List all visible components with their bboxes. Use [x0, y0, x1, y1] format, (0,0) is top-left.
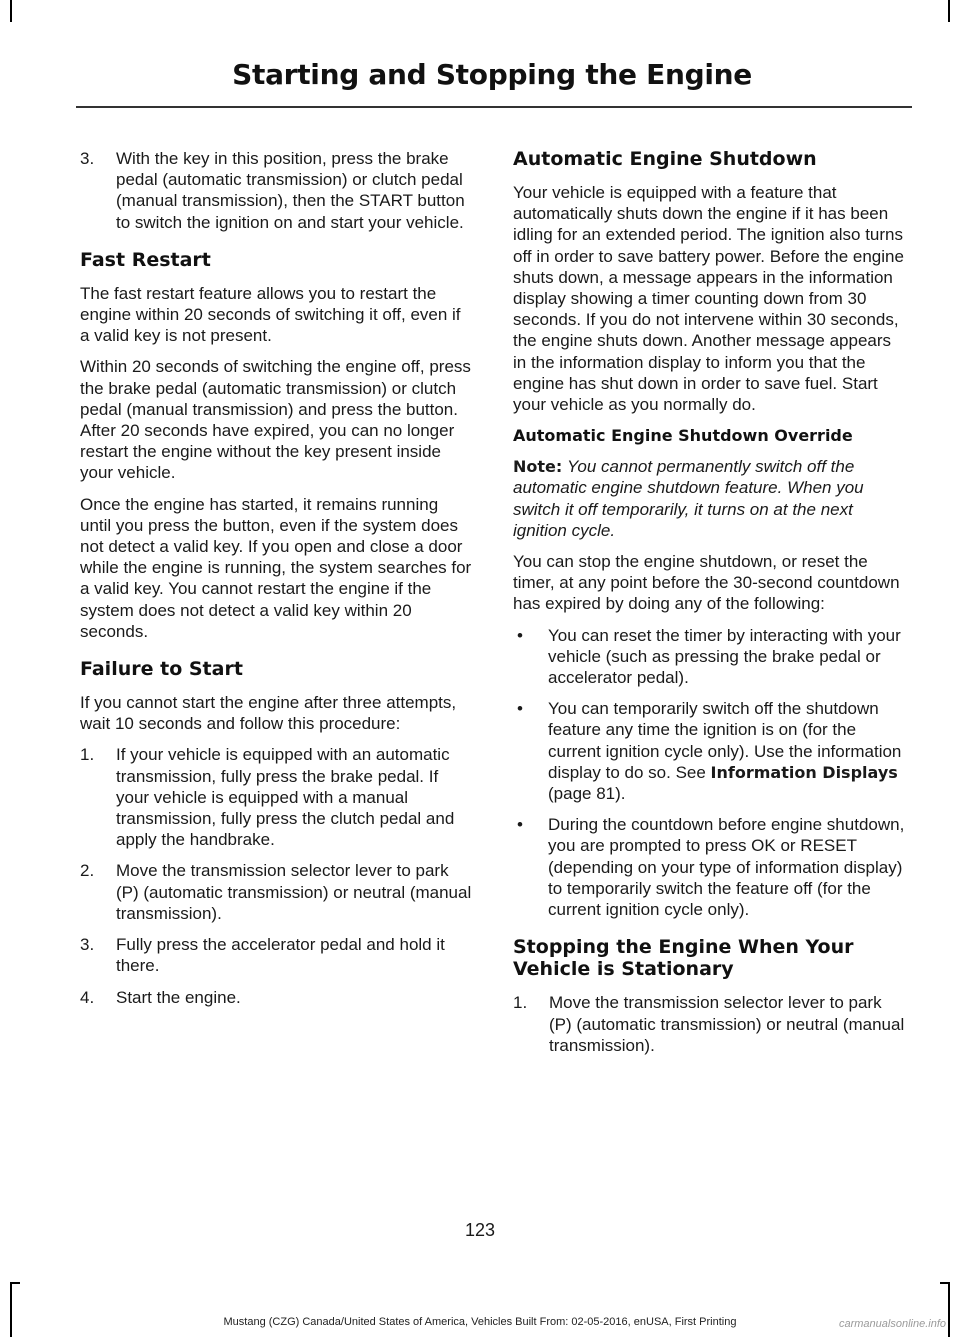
- fast-restart-paragraph-3: Once the engine has started, it remains running until you press the button, even if the system does not detect a valid key. If you open and close a door while the engine is running, the system searches for a valid key. You cannot restart the engine if the system does not detect a valid key within 20 seconds.: [80, 494, 472, 641]
- step-number: 2.: [80, 861, 95, 881]
- crop-mark-bottom-right-h: [940, 1282, 948, 1284]
- shutdown-paragraph: Your vehicle is equipped with a feature that automatically shuts down the engine if it has been idling for an extended period. The ignition also turns off in order to save battery power. Before the engine shuts down, a message appears in the information display showing a timer counting down from 30 seconds. If you do not intervene within 30 seconds, the engine shuts down. Another message appears in the information display to inform you that the engine has shut down in order to save fuel. Start your vehicle as you normally do.: [513, 183, 904, 415]
- bullet-text: During the countdown before engine shutdown, you are prompted to press OK or RESET (depending on your type of information display) to temporarily switch the feature off (for the current ignition cycle only).: [548, 815, 905, 920]
- page-title: Starting and Stopping the Engine: [232, 58, 752, 91]
- crop-mark-bottom-left-v: [10, 1282, 12, 1337]
- step-number: 3.: [80, 935, 95, 955]
- failure-intro: If you cannot start the engine after three attempts, wait 10 seconds and follow this procedure:: [80, 693, 457, 734]
- override-intro: You can stop the engine shutdown, or reset the timer, at any point before the 30-second countdown has expired by doing any of the following:: [513, 552, 900, 614]
- failure-step-2: [80, 860, 472, 924]
- start-step-3: [80, 148, 472, 233]
- failure-step-1: [80, 744, 472, 850]
- page-number: 123: [464, 1220, 496, 1240]
- cross-reference-page: (page 81).: [548, 784, 626, 804]
- heading-automatic-engine-shutdown: Automatic Engine Shutdown: [513, 148, 817, 170]
- override-note: [513, 456, 905, 541]
- step-number: 4.: [80, 987, 95, 1007]
- step-text: With the key in this position, press the brake pedal (automatic transmission) or clutch pedal (manual transmission), then the START button to switch the ignition on and start your vehicle.: [116, 149, 465, 232]
- fast-restart-paragraph-1: The fast restart feature allows you to restart the engine within 20 seconds of switching it off, even if a valid key is not present.: [80, 283, 461, 346]
- crop-mark-top-right: [948, 0, 950, 22]
- note-text: You cannot permanently switch off the automatic engine shutdown feature. When you switch it off temporarily, it turns on at the next ignition cycle.: [513, 457, 864, 540]
- step-text: Move the transmission selector lever to park (P) (automatic transmission) or neutral (manual transmission).: [116, 861, 472, 923]
- failure-step-3: [80, 934, 472, 976]
- heading-shutdown-override: Automatic Engine Shutdown Override: [513, 426, 853, 446]
- bullet-dot: •: [517, 815, 523, 835]
- footer-text: Mustang (CZG) Canada/United States of America, Vehicles Built From: 02-05-2016, enUSA, First Printing: [223, 1316, 737, 1328]
- bullet-dot: •: [517, 625, 523, 645]
- heading-fast-restart: Fast Restart: [80, 248, 211, 271]
- header-divider: [76, 106, 912, 108]
- step-number: 3.: [80, 149, 95, 168]
- failure-step-4: [80, 987, 472, 1008]
- fast-restart-paragraph-2: Within 20 seconds of switching the engine off, press the brake pedal (automatic transmission) or clutch pedal (manual transmission) and press the button. After 20 seconds have expired, you can no longer restart the engine without the key present inside your vehicle.: [80, 357, 471, 483]
- step-text: If your vehicle is equipped with an automatic transmission, fully press the brake pedal. If your vehicle is equipped with a manual transmission, fully press the clutch pedal and apply the handbrake.: [116, 745, 455, 850]
- watermark: carmanualsonline.info: [838, 1318, 946, 1330]
- crop-mark-bottom-left-h: [12, 1282, 20, 1284]
- override-bullet-3: [513, 814, 905, 920]
- step-text: Move the transmission selector lever to park (P) (automatic transmission) or neutral (manual transmission).: [549, 993, 905, 1055]
- stopping-step-1: [513, 992, 905, 1056]
- heading-stopping-engine: Stopping the Engine When Your Vehicle is Stationary: [513, 936, 854, 981]
- step-text: Start the engine.: [116, 987, 241, 1007]
- crop-mark-top-left: [10, 0, 12, 22]
- left-column: [80, 148, 472, 1018]
- override-bullet-2: [513, 698, 905, 804]
- step-number: 1.: [80, 745, 95, 765]
- step-text: Fully press the accelerator pedal and hold it there.: [116, 935, 445, 976]
- heading-failure-to-start: Failure to Start: [80, 658, 243, 681]
- step-number: 1.: [513, 993, 528, 1013]
- bullet-text: You can temporarily switch off the shutdown feature any time the ignition is on (for the current ignition cycle only). Use the information display to do so. See: [548, 699, 902, 782]
- note-label: Note:: [513, 457, 563, 477]
- cross-reference-link[interactable]: Information Displays: [710, 762, 898, 782]
- override-bullet-1: [513, 625, 905, 689]
- bullet-dot: •: [517, 699, 523, 719]
- crop-mark-bottom-right-v: [948, 1282, 950, 1337]
- bullet-text: You can reset the timer by interacting with your vehicle (such as pressing the brake pedal or accelerator pedal).: [548, 625, 901, 688]
- right-column: [513, 148, 905, 1066]
